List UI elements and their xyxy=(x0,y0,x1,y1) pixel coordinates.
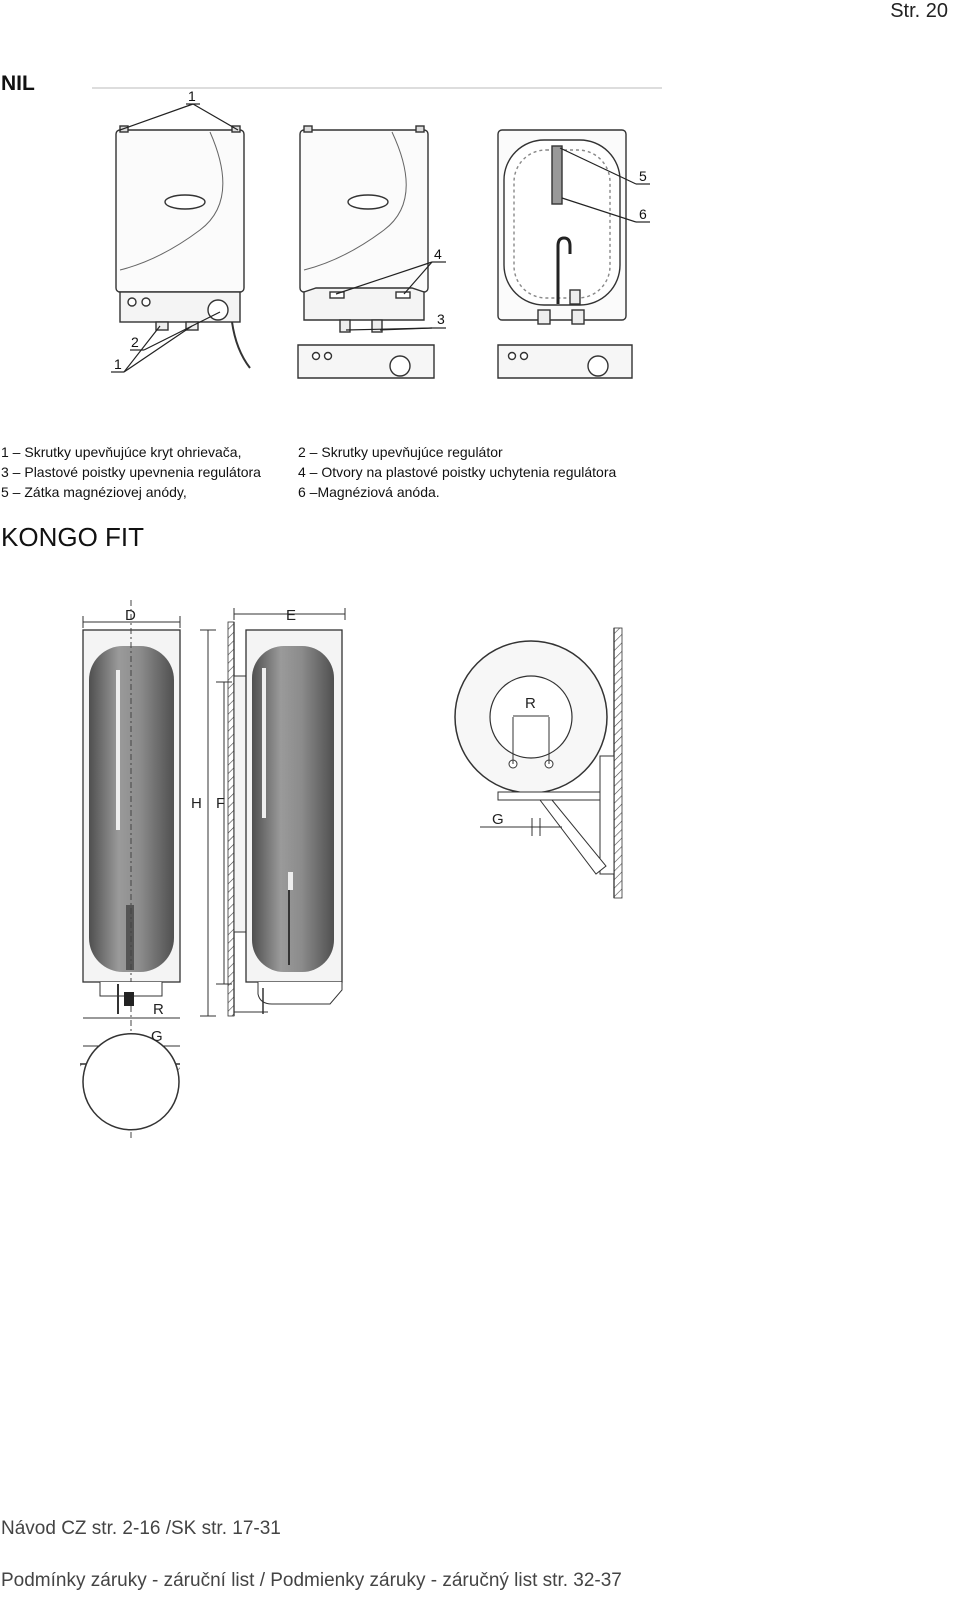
footer-warranty-pages: Podmínky záruky - záruční list / Podmienky záruky - záručný list str. 32-37 xyxy=(1,1570,622,1591)
callout-3: 3 xyxy=(437,311,445,327)
legend-item-6: 6 –Magnéziová anóda. xyxy=(298,484,440,500)
callout-4: 4 xyxy=(434,246,442,262)
legend-item-5: 5 – Zátka magnéziovej anódy, xyxy=(1,484,187,500)
dim-label-g-bottom: G xyxy=(151,1028,163,1045)
callout-6: 6 xyxy=(639,206,647,222)
dim-label-f: F xyxy=(216,795,226,812)
tank-side-view xyxy=(228,608,345,1016)
callout-5: 5 xyxy=(639,168,647,184)
legend-item-1: 1 – Skrutky upevňujúce kryt ohrievača, xyxy=(1,444,242,460)
dim-label-r-side: R xyxy=(525,695,536,712)
tank-front-view xyxy=(80,600,180,1140)
dim-label-h: H xyxy=(191,795,202,812)
dim-label-e: E xyxy=(286,607,297,624)
callout-1-bottom: 1 xyxy=(114,356,122,372)
callout-1-top: 1 xyxy=(188,88,196,104)
page-number: Str. 20 xyxy=(890,0,948,22)
section-title-nil: NIL xyxy=(1,72,35,95)
dim-label-g-side: G xyxy=(492,811,504,828)
legend-item-4: 4 – Otvory na plastové poistky uchytenia regulátora xyxy=(298,464,617,480)
legend-item-3: 3 – Plastové poistky upevnenia regulátora xyxy=(1,464,261,480)
footer-manual-pages: Návod CZ str. 2-16 /SK str. 17-31 xyxy=(1,1518,281,1539)
dim-label-r-bottom: R xyxy=(153,1001,164,1018)
section-title-kongo: KONGO FIT xyxy=(1,522,144,552)
legend-item-2: 2 – Skrutky upevňujúce regulátor xyxy=(298,444,503,460)
dim-label-d: D xyxy=(125,607,136,624)
bracket-view xyxy=(455,628,622,898)
callout-2: 2 xyxy=(131,334,139,350)
